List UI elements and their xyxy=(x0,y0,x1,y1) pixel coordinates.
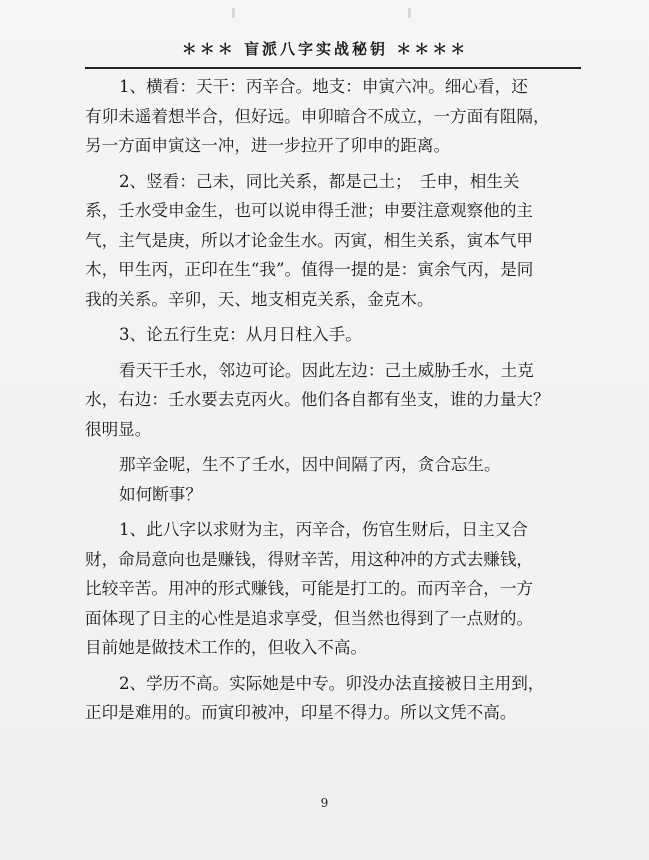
text-line: 另一方面申寅这一冲，进一步拉开了卯申的距离。 xyxy=(85,136,451,155)
body-text xyxy=(85,72,581,728)
bleed-mark xyxy=(232,8,235,18)
running-header: ＊＊＊ 盲派八字实战秘钥 ＊＊＊＊ xyxy=(181,40,469,58)
text-line: 2、学历不高。实际她是中专。卯没办法直接被日主用到， xyxy=(119,673,545,693)
text-line: 看天干壬水，邻边可论。因此左边：己土威胁壬水，土克 xyxy=(119,360,534,380)
text-line: 气，主气是庚，所以才论金生水。丙寅，相生关系，寅本气甲 xyxy=(85,230,534,250)
text-line: 我的关系。辛卯，天、地支相克关系，金克木。 xyxy=(85,289,434,309)
text-line: 1、横看：天干：丙辛合。地支：申寅六冲。细心看，还 xyxy=(119,77,528,96)
text-line: 如何断事？ xyxy=(119,484,202,504)
header-rule xyxy=(85,67,581,69)
text-line: 木，甲生丙，正印在生“我”。值得一提的是：寅余气丙，是同 xyxy=(85,260,534,279)
text-line: 很明显。 xyxy=(85,419,152,439)
text-line: 目前她是做技术工作的，但收入不高。 xyxy=(85,638,368,657)
text-line: 2、竖看：己未，同比关系，都是己土； 壬申，相生关 xyxy=(119,171,520,191)
text-line: 1、此八字以求财为主，丙辛合，伤官生财后，日主又合 xyxy=(119,520,528,539)
text-line: 水，右边：壬水要去克丙火。他们各自都有坐支，谁的力量大？ xyxy=(85,390,550,409)
bleed-mark xyxy=(408,8,411,18)
text-line: 正印是难用的。而寅印被冲，印星不得力。所以文凭不高。 xyxy=(85,703,517,722)
page-number: 9 xyxy=(320,796,329,810)
text-line: 3、论五行生克：从月日柱入手。 xyxy=(119,325,362,344)
text-line: 有卯未遥着想半合，但好远。申卯暗合不成立，一方面有阻隔， xyxy=(85,106,550,126)
text-line: 比较辛苦。用冲的形式赚钱，可能是打工的。而丙辛合，一方 xyxy=(85,579,534,598)
text-line: 系，壬水受申金生，也可以说申得壬泄；申要注意观察他的主 xyxy=(85,201,534,220)
text-line: 面体现了日主的心性是追求享受，但当然也得到了一点财的。 xyxy=(85,608,534,628)
text-line: 那辛金呢，生不了壬水，因中间隔了丙，贪合忘生。 xyxy=(119,455,501,474)
text-line: 财，命局意向也是赚钱，得财辛苦，用这种冲的方式去赚钱， xyxy=(85,549,534,569)
